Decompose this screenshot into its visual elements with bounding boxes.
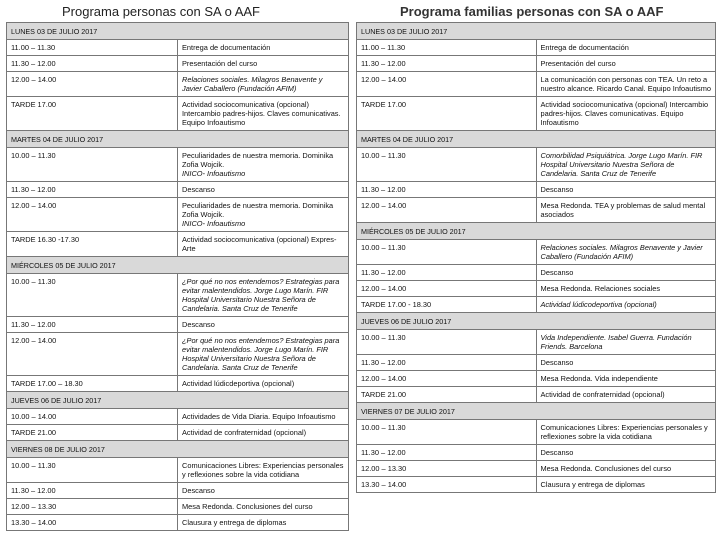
session-time: 11.30 – 12.00 (7, 317, 178, 333)
schedule-row (7, 97, 349, 131)
activity-speaker: Vida Independiente. Isabel Guerra. Fundación Friends. Barcelona (540, 333, 692, 351)
session-activity (536, 240, 716, 265)
session-activity (178, 40, 349, 56)
schedule-row (357, 355, 716, 371)
session-activity (536, 445, 716, 461)
schedule-row (7, 40, 349, 56)
activity-text: Presentación del curso (540, 59, 616, 68)
session-activity (178, 56, 349, 72)
schedule-row (7, 499, 349, 515)
session-activity (536, 355, 716, 371)
session-activity (178, 232, 349, 257)
program-title-people: Programa personas con SA o AAF (62, 4, 260, 19)
day-header: JUEVES 06 DE JULIO 2017 (357, 313, 716, 330)
program-schedule-families (356, 22, 716, 493)
schedule-table-people (6, 22, 349, 531)
session-time: 12.00 – 14.00 (357, 281, 537, 297)
session-time: 12.00 – 14.00 (7, 198, 178, 232)
session-time: TARDE 21.00 (357, 387, 537, 403)
schedule-row (357, 240, 716, 265)
schedule-row (7, 182, 349, 198)
schedule-row (7, 515, 349, 531)
schedule-row (7, 317, 349, 333)
session-time: TARDE 21.00 (7, 425, 178, 441)
activity-text: Peculiaridades de nuestra memoria. Dominika Zofia Wojcik. (182, 201, 334, 219)
schedule-row (7, 232, 349, 257)
session-time: TARDE 17.00 – 18.30 (7, 376, 178, 392)
schedule-row (7, 333, 349, 376)
activity-text: Comunicaciones Libres: Experiencias personales y reflexiones sobre la vida cotidiana (540, 423, 708, 441)
session-activity (536, 420, 716, 445)
schedule-row (357, 265, 716, 281)
session-time: 13.30 – 14.00 (7, 515, 178, 531)
session-activity (536, 477, 716, 493)
day-header: LUNES 03 DE JULIO 2017 (357, 23, 716, 40)
schedule-row (7, 483, 349, 499)
activity-text: Mesa Redonda. Conclusiones del curso (182, 502, 313, 511)
schedule-row (7, 198, 349, 232)
session-time: 10.00 – 11.30 (7, 274, 178, 317)
session-activity (536, 330, 716, 355)
activity-text: Comunicaciones Libres: Experiencias personales y reflexiones sobre la vida cotidiana (182, 461, 344, 479)
session-activity (536, 297, 716, 313)
activity-text: Descanso (540, 448, 574, 457)
session-activity (178, 458, 349, 483)
session-time: 11.30 – 12.00 (357, 56, 537, 72)
activity-text: Mesa Redonda. Conclusiones del curso (540, 464, 672, 473)
day-header-row (357, 131, 716, 148)
day-header: MARTES 04 DE JULIO 2017 (357, 131, 716, 148)
session-time: 11.30 – 12.00 (357, 182, 537, 198)
session-time: 11.30 – 12.00 (357, 355, 537, 371)
activity-speaker: INICO- Infoautismo (182, 219, 246, 228)
schedule-row (357, 371, 716, 387)
session-activity (178, 274, 349, 317)
schedule-row (357, 461, 716, 477)
session-activity (178, 483, 349, 499)
schedule-row (357, 97, 716, 131)
activity-text: Descanso (540, 268, 574, 277)
session-time: TARDE 16.30 -17.30 (7, 232, 178, 257)
activity-text: Descanso (182, 486, 215, 495)
day-header: LUNES 03 DE JULIO 2017 (7, 23, 349, 40)
activity-text: Actividad sociocomunicativa (opcional) Intercambio padres-hijos. Claves comunicativas. Equipo Infoautismo (540, 100, 709, 127)
activity-text: Entrega de documentación (182, 43, 271, 52)
day-header: MIÉRCOLES 05 DE JULIO 2017 (357, 223, 716, 240)
session-activity (536, 40, 716, 56)
session-time: 10.00 – 11.30 (7, 148, 178, 182)
schedule-row (357, 420, 716, 445)
session-time: 11.30 – 12.00 (357, 445, 537, 461)
day-header-row (7, 392, 349, 409)
session-time: 11.30 – 12.00 (357, 265, 537, 281)
activity-text: Clausura y entrega de diplomas (182, 518, 287, 527)
day-header-row (357, 223, 716, 240)
activity-text: Actividad sociocomunicativa (opcional) Expres-Arte (182, 235, 337, 253)
session-time: 11.00 – 11.30 (7, 40, 178, 56)
activity-text: Actividades de Vida Diaria. Equipo Infoautismo (182, 412, 336, 421)
activity-speaker: ¿Por qué no nos entendemos? Estrategias para evitar malentendidos. Jorge Lugo Marín. FIR Hospital Universitario Nuestra Señora de Candelaria. Santa Cruz de Tenerife (182, 336, 340, 372)
session-time: 10.00 – 11.30 (357, 148, 537, 182)
session-time: TARDE 17.00 - 18.30 (357, 297, 537, 313)
session-time: 12.00 – 14.00 (7, 72, 178, 97)
activity-text: Presentación del curso (182, 59, 258, 68)
activity-text: Descanso (540, 358, 574, 367)
session-activity (178, 317, 349, 333)
program-title-families: Programa familias personas con SA o AAF (400, 4, 664, 19)
schedule-table-families (356, 22, 716, 493)
activity-speaker: Relaciones sociales. Milagros Benavente y Javier Caballero (Fundación AFIM) (182, 75, 323, 93)
activity-speaker: Relaciones sociales. Milagros Benavente y Javier Caballero (Fundación AFIM) (540, 243, 703, 261)
day-header-row (7, 131, 349, 148)
session-activity (178, 148, 349, 182)
day-header-row (7, 257, 349, 274)
activity-text: Mesa Redonda. TEA y problemas de salud mental asociados (540, 201, 706, 219)
day-header: MIÉRCOLES 05 DE JULIO 2017 (7, 257, 349, 274)
schedule-row (357, 387, 716, 403)
session-time: 12.00 – 14.00 (357, 198, 537, 223)
schedule-row (357, 148, 716, 182)
session-activity (178, 182, 349, 198)
session-time: 12.00 – 14.00 (357, 72, 537, 97)
activity-speaker: ¿Por qué no nos entendemos? Estrategias para evitar malentendidos. Jorge Lugo Marín. FIR Hospital Universitario Nuestra Señora de Candelaria. Santa Cruz de Tenerife (182, 277, 340, 313)
schedule-row (7, 409, 349, 425)
session-activity (536, 265, 716, 281)
session-activity (536, 182, 716, 198)
session-time: 10.00 – 11.30 (7, 458, 178, 483)
session-time: 11.00 – 11.30 (357, 40, 537, 56)
activity-text: La comunicación con personas con TEA. Un reto a nuestro alcance. Ricardo Canal. Equipo Infoautismo (540, 75, 711, 93)
day-header-row (357, 403, 716, 420)
activity-text: Descanso (540, 185, 574, 194)
session-activity (178, 425, 349, 441)
session-activity (178, 409, 349, 425)
session-activity (536, 387, 716, 403)
schedule-row (357, 56, 716, 72)
schedule-row (7, 56, 349, 72)
session-time: 10.00 – 11.30 (357, 420, 537, 445)
session-time: 10.00 – 14.00 (7, 409, 178, 425)
schedule-row (357, 445, 716, 461)
session-activity (536, 371, 716, 387)
session-activity (178, 376, 349, 392)
activity-text: Actividad sociocomunicativa (opcional) Intercambio padres-hijos. Claves comunicativas. Equipo Infoautismo (182, 100, 341, 127)
activity-speaker: INICO- Infoautismo (182, 169, 246, 178)
session-time: 11.30 – 12.00 (7, 56, 178, 72)
day-header: JUEVES 06 DE JULIO 2017 (7, 392, 349, 409)
schedule-row (357, 198, 716, 223)
schedule-row (7, 72, 349, 97)
activity-text: Mesa Redonda. Vida independiente (540, 374, 658, 383)
program-schedule-people (6, 22, 349, 531)
activity-text: Actividad lúdicdeportiva (opcional) (182, 379, 295, 388)
schedule-row (7, 376, 349, 392)
day-header: VIERNES 07 DE JULIO 2017 (357, 403, 716, 420)
session-time: 12.00 – 13.30 (357, 461, 537, 477)
session-time: TARDE 17.00 (357, 97, 537, 131)
activity-text: Peculiaridades de nuestra memoria. Dominika Zofia Wojcik. (182, 151, 334, 169)
day-header: MARTES 04 DE JULIO 2017 (7, 131, 349, 148)
schedule-row (7, 274, 349, 317)
schedule-row (357, 281, 716, 297)
session-activity (536, 148, 716, 182)
session-activity (178, 499, 349, 515)
activity-text: Actividad de confraternidad (opcional) (182, 428, 307, 437)
activity-speaker: Actividad lúdicodeportiva (opcional) (540, 300, 657, 309)
session-activity (178, 72, 349, 97)
day-header-row (357, 23, 716, 40)
activity-text: Entrega de documentación (540, 43, 629, 52)
session-activity (536, 72, 716, 97)
session-activity (536, 97, 716, 131)
session-time: TARDE 17.00 (7, 97, 178, 131)
session-time: 12.00 – 14.00 (357, 371, 537, 387)
day-header: VIERNES 08 DE JULIO 2017 (7, 441, 349, 458)
session-time: 13.30 – 14.00 (357, 477, 537, 493)
schedule-row (357, 477, 716, 493)
session-activity (536, 198, 716, 223)
session-time: 10.00 – 11.30 (357, 240, 537, 265)
session-activity (178, 97, 349, 131)
activity-speaker: Comorbilidad Psiquiátrica. Jorge Lugo Marín. FIR Hospital Universitario Nuestra Señora de Candelaria. Santa Cruz de Tenerife (540, 151, 703, 178)
activity-text: Descanso (182, 185, 215, 194)
activity-text: Mesa Redonda. Relaciones sociales (540, 284, 661, 293)
session-time: 12.00 – 13.30 (7, 499, 178, 515)
session-activity (178, 198, 349, 232)
activity-text: Clausura y entrega de diplomas (540, 480, 645, 489)
session-activity (536, 461, 716, 477)
schedule-row (7, 425, 349, 441)
schedule-row (357, 182, 716, 198)
schedule-row (357, 297, 716, 313)
day-header-row (7, 23, 349, 40)
session-activity (178, 515, 349, 531)
day-header-row (357, 313, 716, 330)
session-activity (536, 281, 716, 297)
schedule-row (357, 330, 716, 355)
session-time: 11.30 – 12.00 (7, 182, 178, 198)
session-time: 10.00 – 11.30 (357, 330, 537, 355)
schedule-row (357, 40, 716, 56)
activity-text: Descanso (182, 320, 215, 329)
session-activity (536, 56, 716, 72)
day-header-row (7, 441, 349, 458)
schedule-row (7, 148, 349, 182)
session-activity (178, 333, 349, 376)
schedule-row (7, 458, 349, 483)
session-time: 11.30 – 12.00 (7, 483, 178, 499)
session-time: 12.00 – 14.00 (7, 333, 178, 376)
schedule-row (357, 72, 716, 97)
activity-text: Actividad de confraternidad (opcional) (540, 390, 665, 399)
